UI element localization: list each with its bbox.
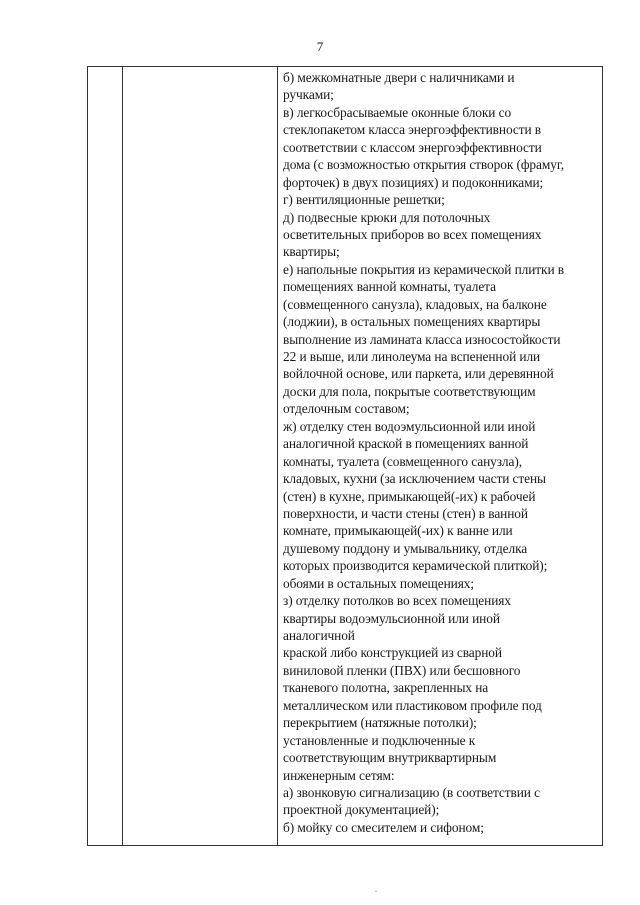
text-line: 22 и выше, или линолеума на вспененной или bbox=[283, 349, 541, 364]
text-line: доски для пола, покрытые соответствующим bbox=[283, 383, 536, 399]
text-line: отделочным составом; bbox=[283, 401, 410, 417]
text-line: г) вентиляционные решетки; bbox=[283, 192, 445, 208]
text-line: войлочной основе, или паркета, или деревянной bbox=[283, 366, 554, 382]
scan-speck bbox=[375, 891, 377, 892]
text-line: виниловой пленки (ПВХ) или бесшовного bbox=[283, 662, 521, 678]
text-line: кладовых, кухни (за исключением части стены bbox=[283, 471, 546, 487]
text-line: аналогичной bbox=[283, 628, 355, 643]
table-cell-number bbox=[88, 67, 123, 845]
text-line: б) межкомнатные двери с наличниками и bbox=[283, 70, 515, 85]
table-cell-description bbox=[278, 67, 602, 845]
text-line: форточек) в двух позициях) и подоконниками; bbox=[283, 174, 544, 190]
text-line: ж) отделку стен водоэмульсионной или иной bbox=[283, 418, 536, 434]
text-line: душевому поддону и умывальнику, отделка bbox=[283, 540, 528, 556]
text-line: краской либо конструкцией из сварной bbox=[283, 645, 502, 661]
text-line: квартиры; bbox=[283, 244, 340, 260]
text-line: (совмещенного санузла), кладовых, на балконе bbox=[283, 296, 547, 312]
text-line: з) отделку потолков во всех помещениях bbox=[283, 593, 511, 609]
text-line: а) звонковую сигнализацию (в соответствии с bbox=[283, 784, 540, 800]
text-line: комнаты, туалета (совмещенного санузла), bbox=[283, 453, 522, 469]
text-line: осветительных приборов во всех помещениях bbox=[283, 226, 542, 242]
text-line: металлическом или пластиковом профиле под bbox=[283, 697, 542, 713]
text-line: д) подвесные крюки для потолочных bbox=[283, 209, 491, 225]
text-line: соответствии с классом энергоэффективности bbox=[283, 139, 542, 155]
text-line: выполнение из ламината класса износостойкости bbox=[283, 331, 561, 347]
text-line: помещениях ванной комнаты, туалета bbox=[283, 279, 496, 295]
text-line: комнате, примыкающей(-их) к ванне или bbox=[283, 523, 513, 539]
text-line: б) мойку со смесителем и сифоном; bbox=[283, 819, 484, 835]
table-cell-title bbox=[123, 67, 278, 845]
page-number: 7 bbox=[316, 39, 324, 54]
text-line: ручками; bbox=[283, 87, 334, 103]
text-line: проектной документацией); bbox=[283, 802, 440, 818]
requirements-table bbox=[87, 66, 603, 846]
text-line: аналогичной краской в помещениях ванной bbox=[283, 436, 529, 452]
text-line: поверхности, и части стены (стен) в ванной bbox=[283, 505, 528, 521]
text-line: (лоджии), в остальных помещениях квартиры bbox=[283, 314, 541, 330]
text-line: квартиры водоэмульсионной или иной bbox=[283, 610, 500, 626]
text-line: которых производится керамической плиткой); bbox=[283, 558, 548, 574]
text-line: соответствующим внутриквартирным bbox=[283, 750, 497, 766]
text-line: е) напольные покрытия из керамической плитки в bbox=[283, 261, 564, 277]
text-line: инженерным сетям: bbox=[283, 767, 395, 783]
text-line: (стен) в кухне, примыкающей(-их) к рабочей bbox=[283, 488, 536, 504]
text-line: перекрытием (натяжные потолки); bbox=[283, 715, 477, 731]
text-line: дома (с возможностью открытия створок (фрамуг, bbox=[283, 157, 564, 173]
text-line: в) легкосбрасываемые оконные блоки со bbox=[283, 104, 512, 120]
text-line: установленные и подключенные к bbox=[283, 732, 476, 748]
text-line: обоями в остальных помещениях; bbox=[283, 575, 474, 591]
text-line: стеклопакетом класса энергоэффективности в bbox=[283, 122, 542, 138]
text-line: тканевого полотна, закрепленных на bbox=[283, 680, 489, 696]
